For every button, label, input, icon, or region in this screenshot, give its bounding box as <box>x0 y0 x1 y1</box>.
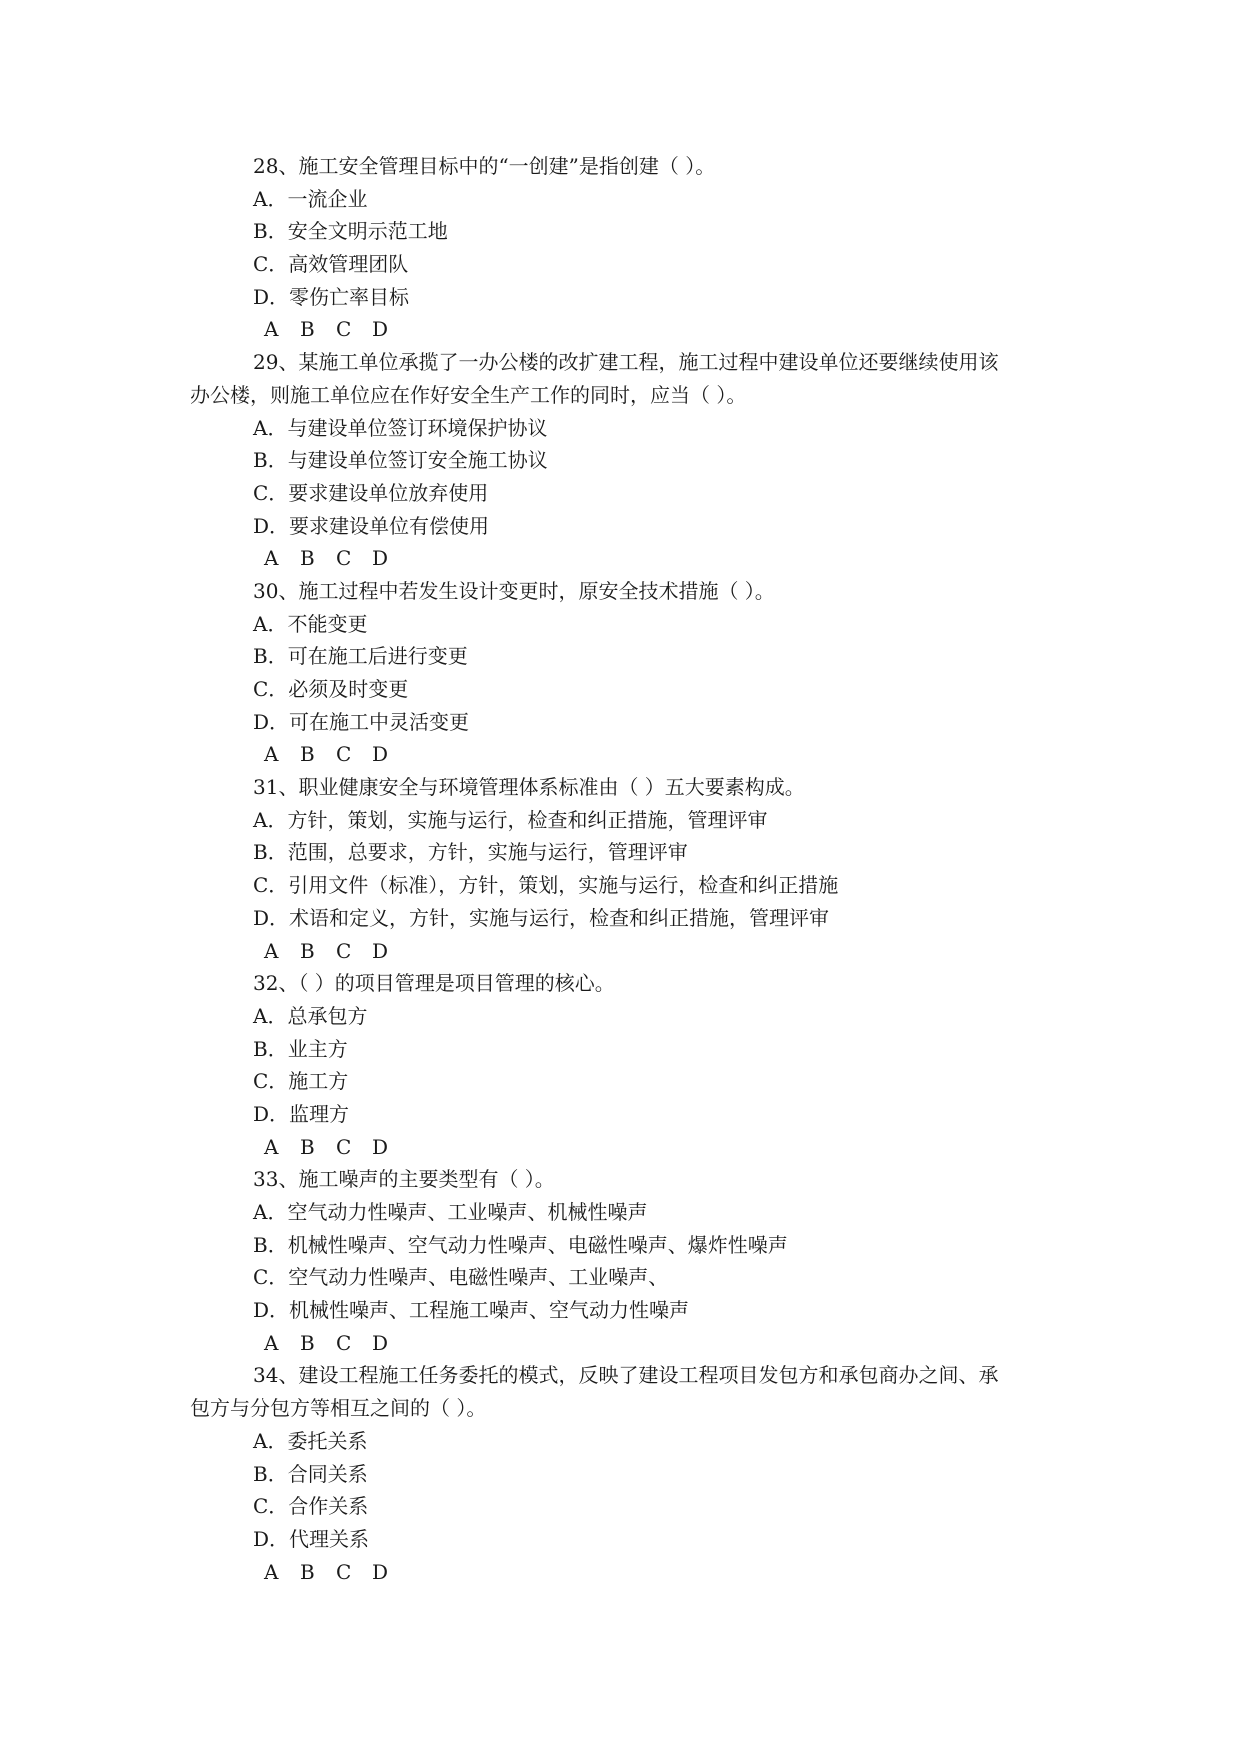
answer-letter: D <box>372 1134 389 1159</box>
answer-option: C．要求建设单位放弃使用 <box>253 480 489 505</box>
question-stem: 34、建设工程施工任务委托的模式，反映了建设工程项目发包方和承包商办之间、承 <box>253 1363 999 1388</box>
answer-letters-row <box>190 313 1070 346</box>
question-block <box>190 575 1070 771</box>
answer-option: A．与建设单位签订环境保护协议 <box>253 415 548 440</box>
answer-option: C．空气动力性噪声、电磁性噪声、工业噪声、 <box>253 1265 669 1290</box>
answer-option: C．高效管理团队 <box>253 252 409 277</box>
answer-option: A．空气动力性噪声、工业噪声、机械性噪声 <box>253 1200 648 1224</box>
answer-option: D．可在施工中灵活变更 <box>253 709 470 734</box>
question-stem-continuation: 办公楼，则施工单位应在作好安全生产工作的同时，应当（ ）。 <box>190 382 747 407</box>
answer-letter: C <box>336 742 352 767</box>
question-block <box>190 346 1070 575</box>
question-block <box>190 1163 1070 1359</box>
question-list <box>190 150 1070 1588</box>
question-stem: 29、某施工单位承揽了一办公楼的改扩建工程，施工过程中建设单位还要继续使用该 <box>253 350 999 375</box>
answer-letter: A <box>264 938 279 963</box>
question-stem: 32、（ ）的项目管理是项目管理的核心。 <box>253 971 615 996</box>
answer-letter: C <box>336 1134 352 1159</box>
question-stem: 30、施工过程中若发生设计变更时，原安全技术措施（ ）。 <box>253 578 775 603</box>
question-stem: 33、施工噪声的主要类型有（ ）。 <box>253 1167 555 1192</box>
answer-letter: B <box>300 1330 315 1355</box>
question-block <box>190 1359 1070 1588</box>
answer-option: A．一流企业 <box>253 186 368 211</box>
answer-letter: A <box>264 1330 279 1355</box>
answer-option: B．业主方 <box>253 1036 348 1061</box>
answer-letters-row <box>190 1556 1070 1589</box>
answer-letter: D <box>372 546 389 571</box>
answer-letters-row <box>190 738 1070 771</box>
answer-option: D．机械性噪声、工程施工噪声、空气动力性噪声 <box>253 1298 690 1323</box>
answer-option: B．范围，总要求，方针，实施与运行，管理评审 <box>253 840 688 865</box>
answer-letter: D <box>372 938 389 963</box>
answer-letter: A <box>264 742 279 767</box>
answer-option: B．合同关系 <box>253 1461 368 1486</box>
question-stem-continuation: 包方与分包方等相互之间的（ ）。 <box>190 1396 487 1421</box>
answer-option: C．必须及时变更 <box>253 677 409 701</box>
question-block <box>190 150 1070 346</box>
answer-letter: B <box>300 317 315 342</box>
answer-option: A．委托关系 <box>253 1428 368 1453</box>
answer-letter: C <box>336 1330 352 1355</box>
answer-letter: C <box>336 317 352 342</box>
answer-letters-row <box>190 1327 1070 1360</box>
question-stem: 28、施工安全管理目标中的“一创建”是指创建（ ）。 <box>253 154 716 178</box>
answer-letter: D <box>372 742 389 767</box>
answer-letters-row <box>190 1131 1070 1164</box>
answer-option: B．机械性噪声、空气动力性噪声、电磁性噪声、爆炸性噪声 <box>253 1232 788 1257</box>
answer-letter: A <box>264 317 279 342</box>
answer-letter: B <box>300 742 315 767</box>
question-block <box>190 771 1070 967</box>
answer-letter: D <box>372 1559 389 1584</box>
answer-letter: D <box>372 317 389 342</box>
answer-letter: D <box>372 1330 389 1355</box>
answer-letter: A <box>264 1134 279 1159</box>
answer-letter: C <box>336 1559 352 1584</box>
answer-option: D．零伤亡率目标 <box>253 284 410 309</box>
answer-letter: C <box>336 938 352 963</box>
answer-letter: B <box>300 1134 315 1159</box>
answer-option: A．不能变更 <box>253 611 368 636</box>
answer-option: A．方针，策划，实施与运行，检查和纠正措施，管理评审 <box>253 807 768 832</box>
answer-option: B．与建设单位签订安全施工协议 <box>253 448 548 473</box>
answer-option: D．监理方 <box>253 1101 350 1126</box>
question-stem: 31、职业健康安全与环境管理体系标准由（ ）五大要素构成。 <box>253 775 805 800</box>
answer-option: B．可在施工后进行变更 <box>253 644 468 669</box>
answer-letter: A <box>264 546 279 571</box>
answer-letter: B <box>300 938 315 963</box>
answer-option: B．安全文明示范工地 <box>253 219 448 244</box>
answer-letters-row <box>190 542 1070 575</box>
answer-letters-row <box>190 935 1070 968</box>
answer-letter: B <box>300 546 315 571</box>
answer-option: C．引用文件（标准），方针，策划，实施与运行，检查和纠正措施 <box>253 873 839 898</box>
question-block <box>190 967 1070 1163</box>
answer-option: D．要求建设单位有偿使用 <box>253 513 490 538</box>
answer-option: D．代理关系 <box>253 1526 370 1551</box>
answer-option: C．施工方 <box>253 1069 349 1094</box>
answer-option: A．总承包方 <box>253 1003 368 1028</box>
answer-option: C．合作关系 <box>253 1494 369 1519</box>
answer-letter: A <box>264 1559 279 1584</box>
answer-option: D．术语和定义，方针，实施与运行，检查和纠正措施，管理评审 <box>253 905 830 930</box>
answer-letter: C <box>336 546 352 571</box>
answer-letter: B <box>300 1559 315 1584</box>
